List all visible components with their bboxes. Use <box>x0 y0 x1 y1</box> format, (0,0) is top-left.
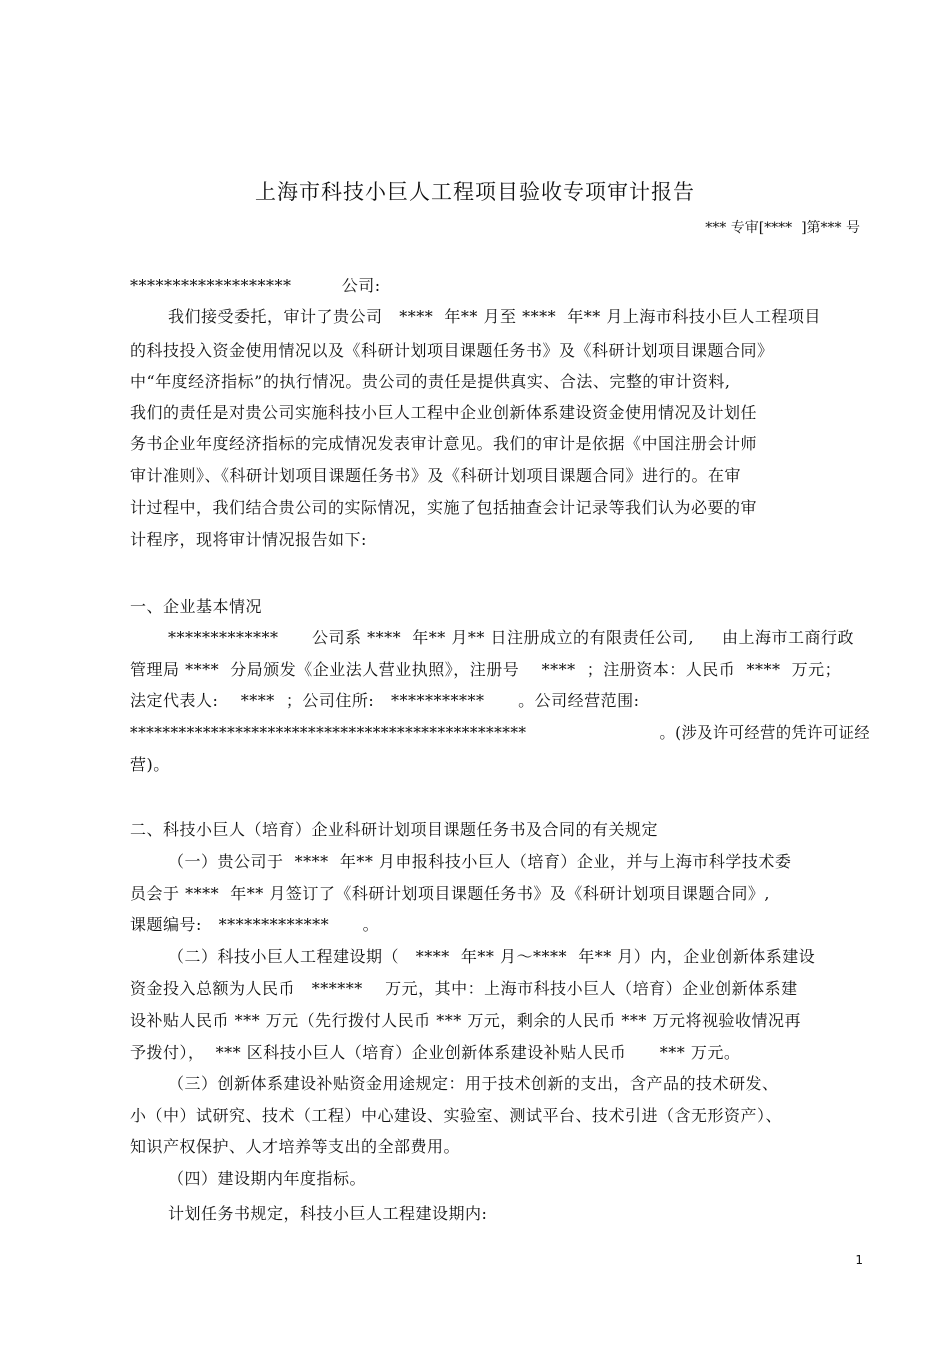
paragraph-line: 资金投入总额为人民币 ****** 万元，其中：上海市科技小巨人（培育）企业创新体系建 <box>130 979 798 998</box>
section-heading-2: 二、科技小巨人（培育）企业科研计划项目课题任务书及合同的有关规定 <box>130 820 659 839</box>
paragraph-line: 予拨付）， *** 区科技小巨人（培育）企业创新体系建设补贴人民币 *** 万元。 <box>130 1043 741 1062</box>
paragraph-line: 审计准则》、《科研计划项目课题任务书》及《科研计划项目课题合同》进行的。在审 <box>130 466 742 485</box>
section-heading-1: 一、企业基本情况 <box>130 597 263 616</box>
paragraph-line: 员会于 **** 年** 月签订了《科研计划项目课题任务书》及《科研计划项目课题合同》, <box>130 884 770 903</box>
paragraph-line: 我们接受委托，审计了贵公司 **** 年** 月至 **** 年** 月上海市科技小巨人工程项目 <box>168 307 821 326</box>
paragraph-line: 计过程中，我们结合贵公司的实际情况，实施了包括抽查会计记录等我们认为必要的审 <box>130 498 758 517</box>
paragraph-line: ************* 公司系 **** 年** 月** 日注册成立的有限责任公司, 由上海市工商行政 <box>168 628 854 647</box>
document-number: *** 专审[**** ]第*** 号 <box>705 220 860 236</box>
paragraph-line: 我们的责任是对贵公司实施科技小巨人工程中企业创新体系建设资金使用情况及计划任 <box>130 403 758 422</box>
paragraph-line: （四）建设期内年度指标。 <box>168 1169 367 1188</box>
paragraph-line: （三）创新体系建设补贴资金用途规定：用于技术创新的支出，含产品的技术研发、 <box>168 1074 779 1093</box>
paragraph-line: 计程序，现将审计情况报告如下: <box>130 530 367 549</box>
paragraph-line: （二）科技小巨人工程建设期（ **** 年** 月～**** 年** 月）内，企业创新体系建设 <box>168 947 816 966</box>
report-title: 上海市科技小巨人工程项目验收专项审计报告 <box>255 180 695 204</box>
paragraph-line: 法定代表人: **** ；公司住所: *********** 。公司经营范围: <box>130 691 640 710</box>
paragraph-line: 的科技投入资金使用情况以及《科研计划项目课题任务书》及《科研计划项目课题合同》 <box>130 341 774 360</box>
paragraph-line: 中“年度经济指标”的执行情况。贵公司的责任是提供真实、合法、完整的审计资料, <box>130 372 731 391</box>
paragraph-line: 课题编号: ************* 。 <box>130 915 380 934</box>
page-number: 1 <box>855 1253 863 1267</box>
paragraph-line: 营)。 <box>130 755 170 774</box>
paragraph-line: 设补贴人民币 *** 万元（先行拨付人民币 *** 万元，剩余的人民币 *** 万元将视验收情况再 <box>130 1011 802 1030</box>
addressee-line: ******************* 公司: <box>130 276 381 295</box>
paragraph-line: 计划任务书规定，科技小巨人工程建设期内: <box>168 1204 488 1223</box>
paragraph-line: 知识产权保护、人才培养等支出的全部费用。 <box>130 1137 461 1156</box>
paragraph-line: 管理局 **** 分局颁发《企业法人营业执照》，注册号 **** ；注册资本：人民币 **** 万元； <box>130 660 842 679</box>
paragraph-line: （一）贵公司于 **** 年** 月申报科技小巨人（培育）企业，并与上海市科学技术委 <box>168 852 792 871</box>
paragraph-line: 务书企业年度经济指标的完成情况发表审计意见。我们的审计是依据《中国注册会计师 <box>130 434 758 453</box>
paragraph-line: ************************************************* 。(涉及许可经营的凭许可证经 <box>130 723 871 742</box>
paragraph-line: 小（中）试研究、技术（工程）中心建设、实验室、测试平台、技术引进（含无形资产）、 <box>130 1106 783 1125</box>
